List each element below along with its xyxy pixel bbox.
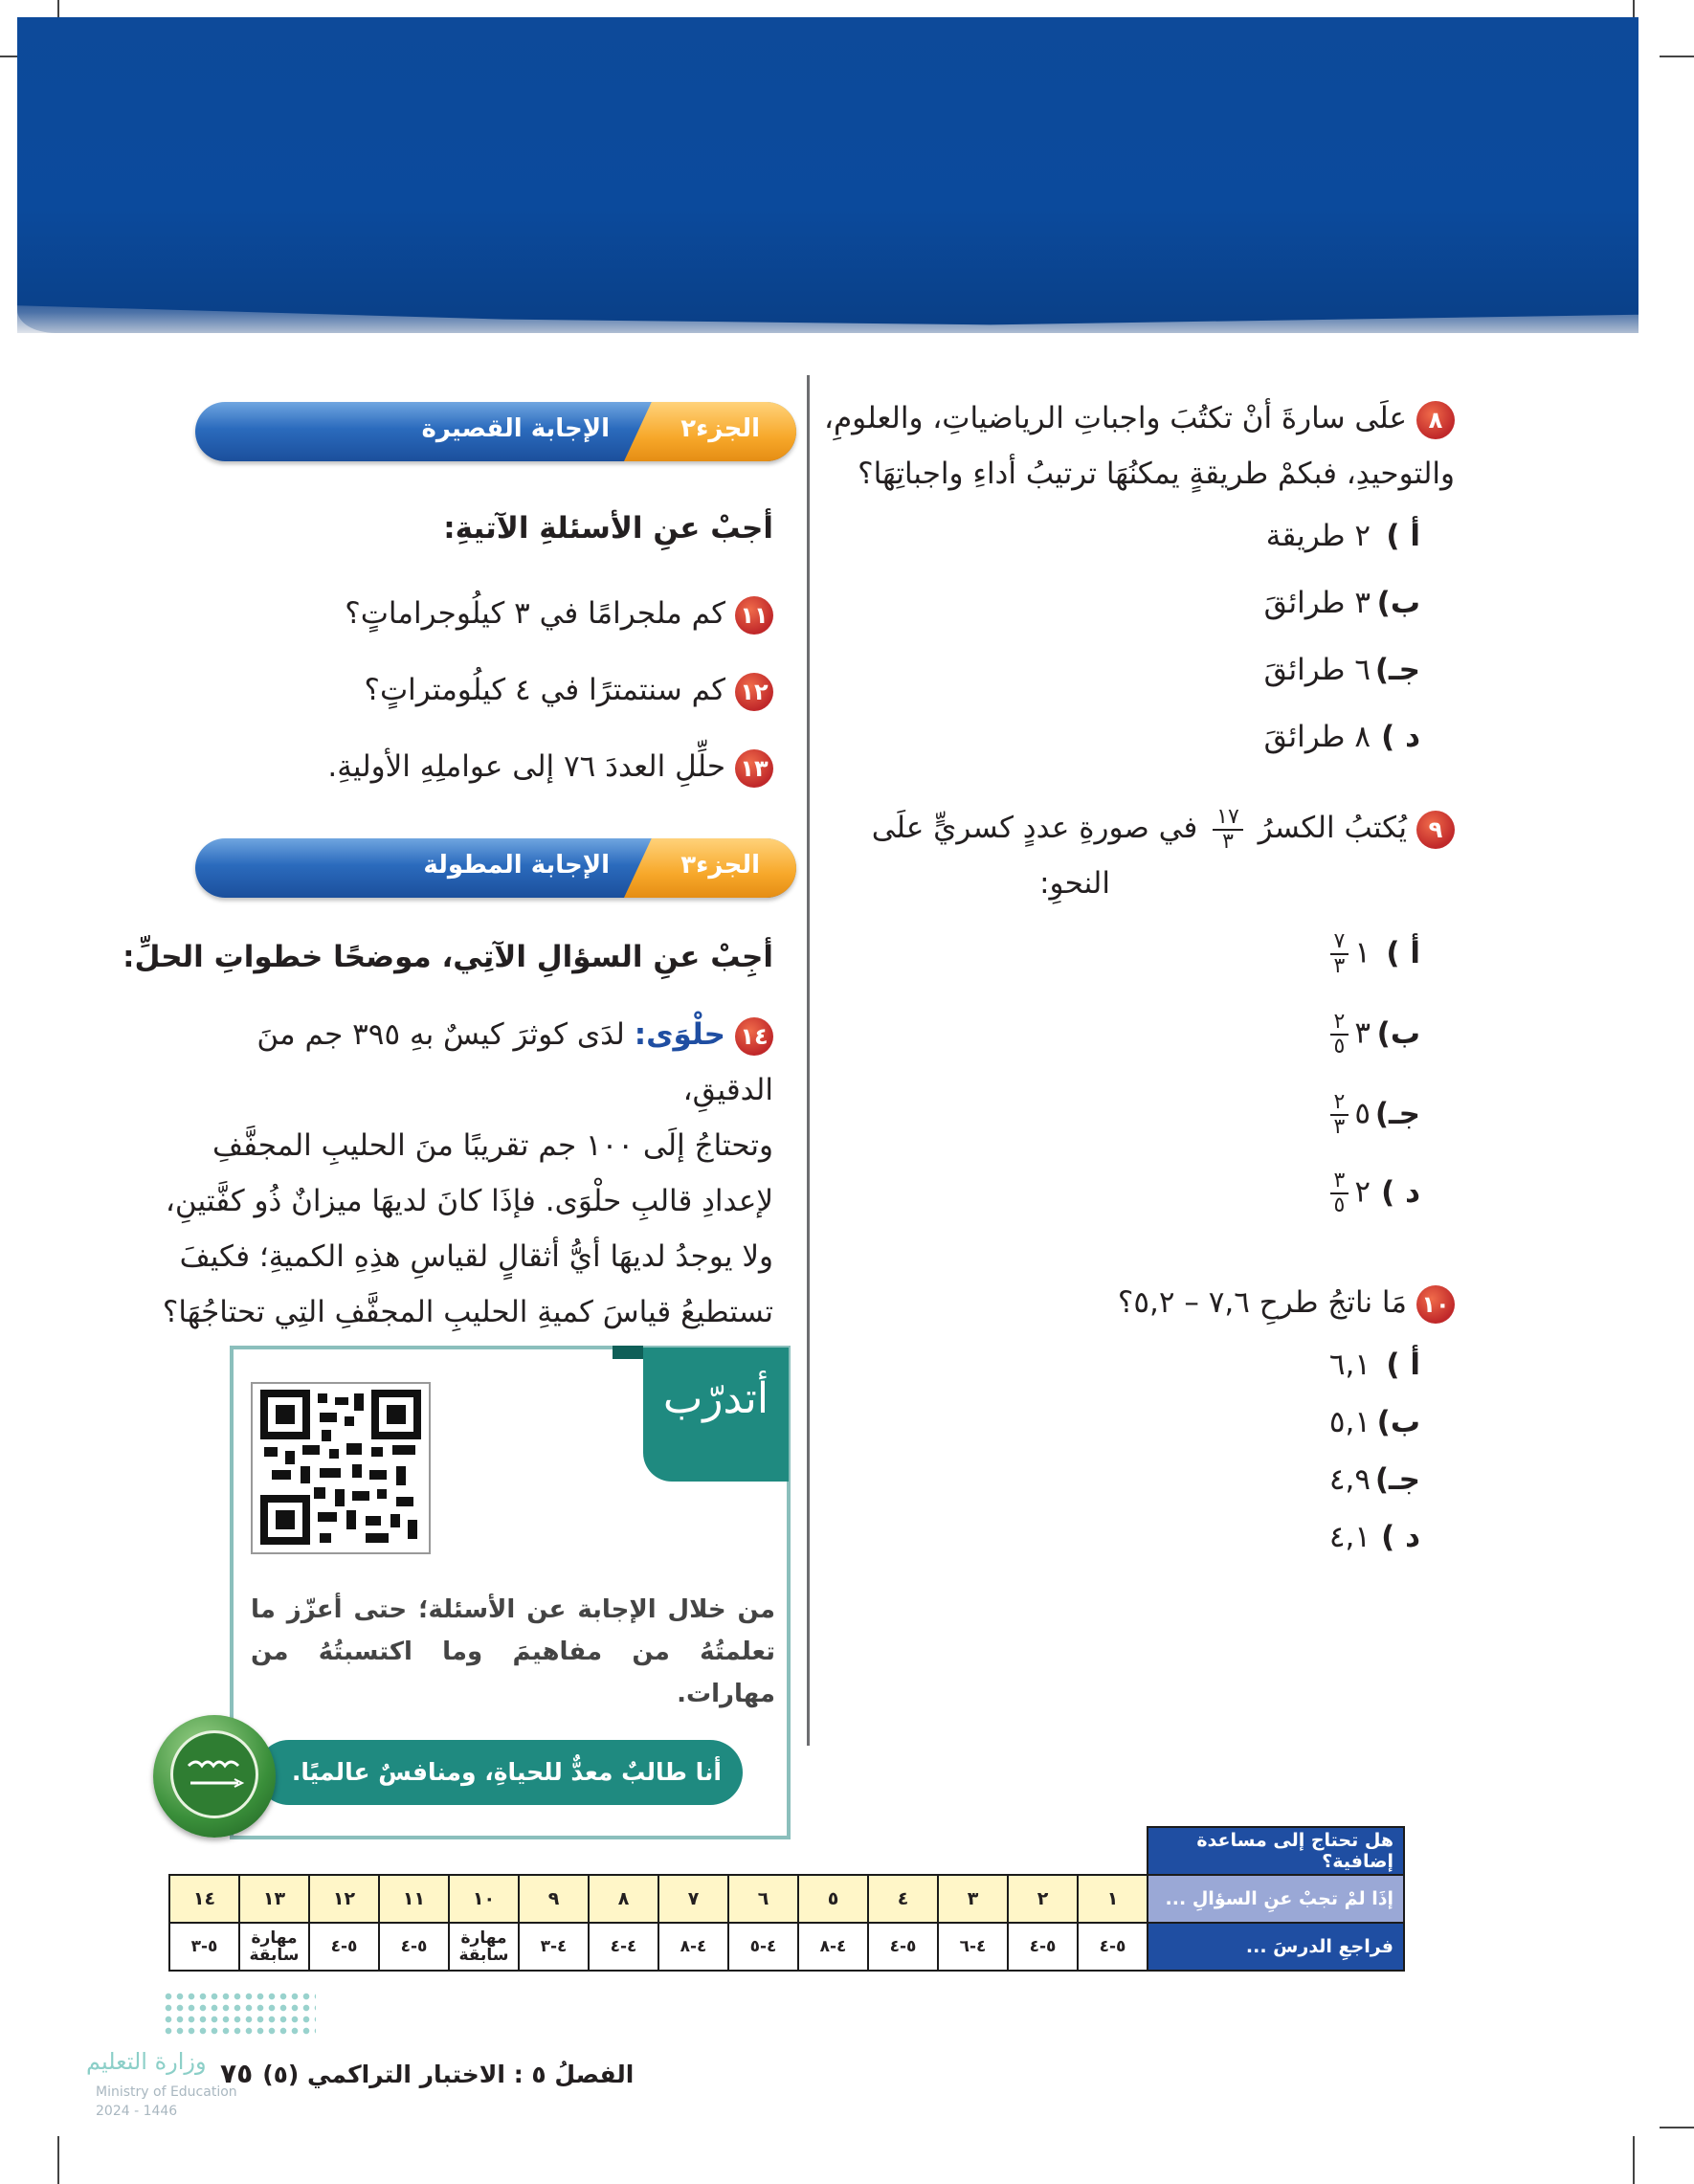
help-lesson-cell: ٥-٤ <box>379 1923 449 1971</box>
help-lesson-cell: مهارة سابقة <box>239 1923 309 1971</box>
q9-option-c[interactable]: جـ)٥ $\frac{٢}{٣}$ <box>1325 1091 1420 1139</box>
help-table-lesson-label: فراجعِ الدرسَ ... <box>1148 1923 1404 1971</box>
question-number: ١٠ <box>1416 1285 1455 1324</box>
q8-option-a[interactable]: أ )٢ طريقة <box>1265 519 1420 553</box>
help-question-cell: ٢ <box>1008 1875 1078 1923</box>
section-header-part-2: الجزء٢ الإجابة القصيرة <box>195 402 796 461</box>
part-3-instruction: أجِبْ عنِ السؤالِ الآتِي، موضحًا خطواتِ الحلِّ: <box>123 940 773 974</box>
help-question-cell: ١٤ <box>169 1875 239 1923</box>
help-question-cell: ١٠ <box>449 1875 519 1923</box>
question-10: ١٠مَا ناتجُ طرحِ ٧,٦ – ٥,٢؟ <box>785 1275 1455 1330</box>
chapter-title: الفصلُ ٥ : الاختبار التراكمي (٥) <box>262 2061 635 2088</box>
q8-option-d[interactable]: د )٨ طرائقَ <box>1263 720 1420 754</box>
help-lesson-cell: ٤-٤ <box>589 1923 658 1971</box>
help-lesson-cell: ٥-٤ <box>1078 1923 1148 1971</box>
question-number: ٨ <box>1416 401 1455 439</box>
help-question-cell: ١١ <box>379 1875 449 1923</box>
crop-mark <box>1633 2136 1635 2184</box>
help-question-cell: ٦ <box>728 1875 798 1923</box>
q10-option-a[interactable]: أ )٦,١ <box>1328 1348 1420 1382</box>
help-lesson-cell: ٥-٤ <box>1008 1923 1078 1971</box>
help-table-header: هل تحتاج إلى مساعدة إضافية؟ <box>1148 1827 1404 1875</box>
question-11: ١١كم ملجرامًا في ٣ كيلُوجراماتٍ؟ <box>199 586 773 641</box>
q9-option-a[interactable]: أ )١ $\frac{٧}{٣}$ <box>1325 930 1420 978</box>
help-lesson-cell: ٤-٣ <box>519 1923 589 1971</box>
help-lesson-cell: مهارة سابقة <box>449 1923 519 1971</box>
help-lesson-cell: ٤-٨ <box>798 1923 868 1971</box>
page-number: ٧٥ <box>220 2058 254 2089</box>
fraction: $\frac{١٧}{٣}$ <box>1213 806 1243 854</box>
q10-option-c[interactable]: جـ)٤,٩ <box>1328 1462 1420 1497</box>
q10-option-b[interactable]: ب)٥,١ <box>1328 1405 1420 1439</box>
help-question-cell: ١٣ <box>239 1875 309 1923</box>
help-question-cell: ١ <box>1078 1875 1148 1923</box>
help-question-cell: ١٢ <box>309 1875 379 1923</box>
q9-option-b[interactable]: ب)٣ $\frac{٢}{٥}$ <box>1325 1011 1420 1059</box>
part-2-instruction: أجبْ عنِ الأسئلةِ الآتيةِ: <box>443 511 773 546</box>
question-13: ١٣حلِّلِ العددَ ٧٦ إلى عواملِهِ الأوليةِ. <box>199 739 773 794</box>
help-question-cell: ٨ <box>589 1875 658 1923</box>
help-lesson-cell: ٥-٤ <box>868 1923 938 1971</box>
q9-option-d[interactable]: د )٢ $\frac{٣}{٥}$ <box>1325 1170 1420 1217</box>
q8-option-b[interactable]: ب)٣ طرائقَ <box>1263 586 1420 620</box>
practice-description: من خلال الإجابة عن الأسئلة؛ حتى أعزّز ما تعلمتُهُ من مفاهيمَ وما اكتسبتُهُ من مهارات. <box>251 1595 775 1708</box>
slogan-bar: أنا طالبٌ معدٌّ للحياةِ، ومنافسٌ عالميًا. <box>256 1740 743 1805</box>
help-table-spacer <box>169 1827 1148 1875</box>
ministry-logo-pattern <box>163 1991 316 2037</box>
edition-year: 2024 - 1446 <box>96 2104 178 2119</box>
question-9: ٩يُكتبُ الكسرُ $\frac{١٧}{٣}$ في صورةِ عددٍ كسريٍّ علَى النحوِ: <box>785 800 1455 911</box>
help-question-cell: ٣ <box>938 1875 1008 1923</box>
question-8: ٨علَى سارةَ أنْ تكتُبَ واجباتِ الرياضياتِ، والعلومِ، والتوحيدِ، فبكمْ طريقةٍ يمكنُهَا ترتيبُ أداءِ واجباتِهَا؟ <box>823 401 1455 491</box>
section-header-part-3: الجزء٣ الإجابة المطولة <box>195 838 796 898</box>
help-table <box>168 1826 1405 1972</box>
column-divider <box>807 375 810 1746</box>
help-lesson-cell: ٤-٨ <box>658 1923 728 1971</box>
help-lesson-cell: ٥-٤ <box>309 1923 379 1971</box>
ministry-name-english: Ministry of Education <box>96 2084 237 2100</box>
help-lesson-cell: ٤-٦ <box>938 1923 1008 1971</box>
help-question-cell: ٩ <box>519 1875 589 1923</box>
ministry-name-arabic: وزارة التعليم <box>86 2048 207 2075</box>
crop-mark <box>1660 56 1694 57</box>
crop-mark <box>57 2136 59 2184</box>
q8-option-c[interactable]: جـ)٦ طرائقَ <box>1263 653 1420 687</box>
help-question-cell: ٤ <box>868 1875 938 1923</box>
question-14: ١٤حلْوَى: لدَى كوثرَ كيسٌ بهِ ٣٩٥ جم منَ الدقيقِ، وتحتاجُ إلَى ١٠٠ جم تقريبًا منَ الحليبِ المجفَّفِ لإعدادِ قالبِ حلْوَى. فإذَا كانَ لديهَا ميزانٌ ذُو كفَّتينِ، ولا يوجدُ لديهَا أيُّ أثقالٍ لقياسِ هذِهِ الكميةِ؛ فكيفَ تستطيعُ قياسَ كميةِ الحليبِ المجفَّفِ التِي تحتاجُهَا؟ <box>162 1017 773 1329</box>
question-12: ١٢كم سنتمترًا في ٤ كيلُومتراتٍ؟ <box>199 662 773 718</box>
help-lesson-cell: ٥-٣ <box>169 1923 239 1971</box>
shahada-emblem <box>170 1730 258 1818</box>
help-table-question-label: إذَا لمْ تجبْ عنِ السؤالِ ... <box>1148 1875 1404 1923</box>
qr-code[interactable] <box>251 1382 431 1554</box>
practice-title: أتدرّب <box>662 1374 769 1423</box>
header-banner <box>17 17 1638 333</box>
page-footer <box>220 2058 634 2089</box>
help-lesson-cell: ٤-٥ <box>728 1923 798 1971</box>
q10-option-d[interactable]: د )٤,١ <box>1328 1520 1420 1554</box>
help-question-cell: ٥ <box>798 1875 868 1923</box>
crop-mark <box>1660 2127 1694 2128</box>
question-number: ٩ <box>1416 811 1455 849</box>
help-question-cell: ٧ <box>658 1875 728 1923</box>
